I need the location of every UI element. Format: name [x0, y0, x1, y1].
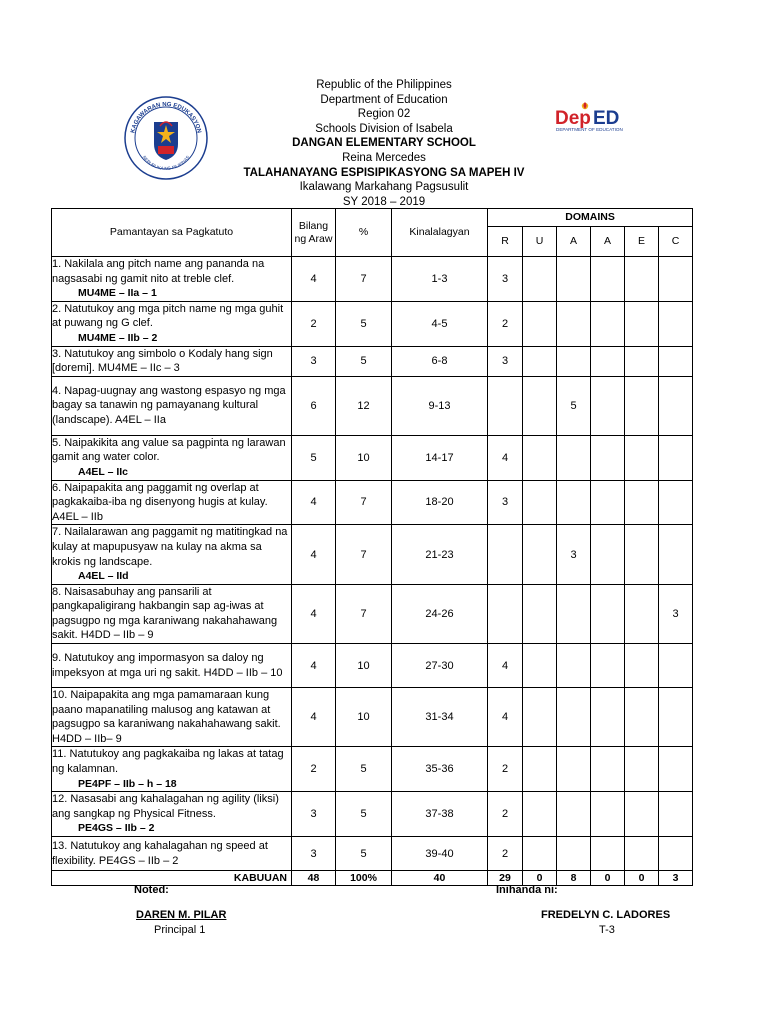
percent-cell: 10 [336, 435, 392, 480]
placement-cell: 21-23 [392, 525, 488, 584]
domain-cell [591, 480, 625, 525]
deped-wordmark-logo [552, 100, 644, 134]
competency-cell [52, 257, 292, 302]
table-row [52, 837, 693, 871]
table-row [52, 792, 693, 837]
domain-cell [591, 688, 625, 747]
competency-text: 13. Natutukoy ang kahalagahan ng speed at flexibility. PE4GS – IIb – 2 [52, 839, 268, 867]
competency-cell [52, 376, 292, 435]
document-title: TALAHANAYANG ESPISIPIKASYONG SA MAPEH IV [243, 166, 525, 179]
percent-cell: 5 [336, 346, 392, 376]
prepared-label: Inihanda ni: [496, 884, 558, 896]
seal-ring-text: KAGAWARAN NG EDUKASYON [130, 101, 202, 134]
competency-cell [52, 525, 292, 584]
domain-cell [659, 644, 693, 688]
domain-cell [523, 644, 557, 688]
domain-cell [591, 525, 625, 584]
domain-cell [523, 525, 557, 584]
percent-cell: 10 [336, 644, 392, 688]
domain-cell [625, 376, 659, 435]
days-cell: 3 [292, 346, 336, 376]
competency-text: 5. Naipakikita ang value sa pagpinta ng larawan gamit ang water color. [52, 436, 286, 464]
placement-cell: 24-26 [392, 584, 488, 643]
domain-cell [523, 747, 557, 792]
days-cell: 4 [292, 688, 336, 747]
total-domain-cell: 0 [523, 871, 557, 886]
principal-title: Principal 1 [154, 924, 206, 936]
domain-cell [659, 747, 693, 792]
total-domain-cell: 0 [591, 871, 625, 886]
teacher-title: T-3 [599, 924, 615, 936]
table-row [52, 376, 693, 435]
header-department: Department of Education [320, 93, 448, 106]
total-percent: 100% [336, 871, 392, 886]
total-domain-cell: 3 [659, 871, 693, 886]
domain-cell [659, 837, 693, 871]
header-days: Bilang ng Araw [292, 209, 336, 257]
competency-text: 9. Natutukoy ang impormasyon sa daloy ng impeksyon at mga uri ng sakit. H4DD – IIb – 10 [52, 651, 283, 679]
table-row [52, 644, 693, 688]
svg-text:ED: ED [593, 108, 620, 129]
competency-text: 12. Nasasabi ang kahalagahan ng agility (liksi) ang sangkap ng Physical Fitness. [52, 793, 279, 820]
percent-cell: 12 [336, 376, 392, 435]
percent-cell: 7 [336, 257, 392, 302]
competency-code: A4EL – IIc [78, 465, 128, 478]
days-cell: 4 [292, 644, 336, 688]
placement-cell: 27-30 [392, 644, 488, 688]
header-placement: Kinalalagyan [392, 209, 488, 257]
placement-cell: 37-38 [392, 792, 488, 837]
principal-name: DAREN M. PILAR [136, 909, 227, 921]
domain-cell [625, 525, 659, 584]
competency-text: 8. Naisasabuhay ang pansarili at pangkapaligirang hakbangin sap ag-iwas at pagsugpo ng mga karaniwang nakahahawang sakit. H4DD – IIb – 9 [52, 585, 278, 642]
domain-cell [523, 301, 557, 346]
placement-cell: 39-40 [392, 837, 488, 871]
percent-cell: 7 [336, 584, 392, 643]
placement-cell: 1-3 [392, 257, 488, 302]
domain-cell [591, 257, 625, 302]
competency-code: PE4GS – IIb – 2 [78, 822, 155, 835]
percent-cell: 5 [336, 301, 392, 346]
competency-cell [52, 346, 292, 376]
domain-cell: 5 [557, 376, 591, 435]
domain-cell [557, 747, 591, 792]
competency-text: 10. Naipapakita ang mga pamamaraan kung paano mapanatiling malusog ang katawan at pagsugpo sa karaniwang nakahahawang sakit. H4DD – IIb– 9 [52, 689, 281, 745]
domain-cell: 2 [488, 792, 523, 837]
header-domains: DOMAINS [488, 209, 693, 227]
school-year: SY 2018 – 2019 [342, 195, 426, 208]
days-cell: 4 [292, 584, 336, 643]
placement-cell: 31-34 [392, 688, 488, 747]
header-division: Schools Division of Isabela [315, 122, 453, 135]
total-days: 48 [292, 871, 336, 886]
domain-cell [591, 584, 625, 643]
percent-cell: 7 [336, 525, 392, 584]
domain-cell [523, 435, 557, 480]
total-domain-cell: 29 [488, 871, 523, 886]
domain-cell [591, 644, 625, 688]
competency-cell [52, 480, 292, 525]
competency-cell [52, 644, 292, 688]
placement-cell: 9-13 [392, 376, 488, 435]
table-row [52, 584, 693, 643]
domain-cell: 3 [488, 257, 523, 302]
domain-cell [659, 301, 693, 346]
domain-cell: 3 [659, 584, 693, 643]
competency-cell [52, 792, 292, 837]
domain-cell [659, 257, 693, 302]
seal-bottom-text: REPUBLIKA NG PILIPINAS [141, 154, 191, 172]
domain-cell [591, 837, 625, 871]
domain-cell: 4 [488, 688, 523, 747]
domain-cell [659, 480, 693, 525]
days-cell: 3 [292, 837, 336, 871]
days-cell: 3 [292, 792, 336, 837]
competency-text: 6. Naipapakita ang paggamit ng overlap at pagkakaiba-iba ng disenyong hugis at kulay. A4EL – IIb [52, 481, 268, 523]
domain-cell [591, 346, 625, 376]
placement-cell: 4-5 [392, 301, 488, 346]
percent-cell: 10 [336, 688, 392, 747]
domain-cell [523, 584, 557, 643]
percent-cell: 7 [336, 480, 392, 525]
domain-cell [523, 346, 557, 376]
domain-cell [591, 376, 625, 435]
document-subtitle: Ikalawang Markahang Pagsusulit [299, 181, 469, 194]
domain-cell: 3 [488, 346, 523, 376]
table-row [52, 525, 693, 584]
competency-cell [52, 435, 292, 480]
competency-cell [52, 584, 292, 643]
domain-cell [659, 688, 693, 747]
placement-cell: 35-36 [392, 747, 488, 792]
domain-cell: 3 [557, 525, 591, 584]
table-row [52, 257, 693, 302]
table-row [52, 346, 693, 376]
domain-cell [557, 584, 591, 643]
domain-cell [625, 644, 659, 688]
domain-cell [488, 584, 523, 643]
domain-cell [557, 644, 591, 688]
domain-cell [523, 480, 557, 525]
header-domain-r: R [488, 227, 523, 257]
domain-cell [659, 346, 693, 376]
domain-cell [557, 346, 591, 376]
domain-cell: 4 [488, 644, 523, 688]
days-cell: 4 [292, 257, 336, 302]
domain-cell [488, 525, 523, 584]
competency-text: 4. Napag-uugnay ang wastong espasyo ng mga bagay sa tanawin ng pamayanang kultural (landscape). A4EL – IIa [52, 384, 286, 427]
domain-cell [659, 435, 693, 480]
competency-cell [52, 301, 292, 346]
domain-cell [523, 688, 557, 747]
domain-cell [557, 301, 591, 346]
domain-cell: 2 [488, 301, 523, 346]
domain-cell [625, 435, 659, 480]
total-label: KABUUAN [52, 871, 292, 886]
domain-cell [659, 525, 693, 584]
domain-cell [523, 257, 557, 302]
competency-code: MU4ME – IIb – 2 [78, 331, 158, 344]
table-body [52, 257, 693, 886]
domain-cell [523, 792, 557, 837]
header-republic: Republic of the Philippines [316, 79, 452, 91]
domain-cell [625, 480, 659, 525]
total-domain-cell: 0 [625, 871, 659, 886]
header-percent: % [336, 209, 392, 257]
table-row [52, 480, 693, 525]
domain-cell [625, 837, 659, 871]
days-cell: 2 [292, 747, 336, 792]
total-placement: 40 [392, 871, 488, 886]
header-competency: Pamantayan sa Pagkatuto [52, 209, 292, 257]
deped-seal-logo [124, 96, 208, 180]
domain-cell [557, 837, 591, 871]
placement-cell: 14-17 [392, 435, 488, 480]
domain-cell: 2 [488, 837, 523, 871]
domain-cell [591, 792, 625, 837]
competency-cell [52, 688, 292, 747]
table-row [52, 435, 693, 480]
table-row [52, 301, 693, 346]
domain-cell [625, 257, 659, 302]
specification-table [51, 208, 693, 886]
competency-cell [52, 837, 292, 871]
domain-cell [523, 837, 557, 871]
domain-cell [488, 376, 523, 435]
teacher-name: FREDELYN C. LADORES [541, 909, 671, 921]
competency-cell [52, 747, 292, 792]
domain-cell [625, 584, 659, 643]
deped-sub-text: DEPARTMENT OF EDUCATION [556, 127, 623, 132]
days-cell: 4 [292, 480, 336, 525]
domain-cell: 2 [488, 747, 523, 792]
competency-text: 11. Natutukoy ang pagkakaiba ng lakas at tatag ng kalamnan. [52, 748, 284, 776]
competency-text: 3. Natutukoy ang simbolo o Kodaly hang sign [doremi]. MU4ME – IIc – 3 [52, 347, 273, 375]
domain-cell [625, 301, 659, 346]
days-cell: 2 [292, 301, 336, 346]
domain-cell [523, 376, 557, 435]
competency-code: MU4ME – IIa – 1 [78, 287, 157, 300]
domain-cell [591, 747, 625, 792]
domain-cell [591, 301, 625, 346]
header-domain-e: E [625, 227, 659, 257]
header-region: Region 02 [357, 108, 411, 121]
domain-cell [591, 435, 625, 480]
header-domain-c: C [659, 227, 693, 257]
svg-text:Dep: Dep [555, 108, 591, 129]
days-cell: 4 [292, 525, 336, 584]
competency-text: 1. Nakilala ang pitch name ang pananda na nagsasabi ng gamit nito at treble clef. [52, 258, 265, 285]
domain-cell [625, 688, 659, 747]
competency-code: PE4PF – IIb – h – 18 [78, 777, 177, 790]
table-row [52, 747, 693, 792]
header-domain-u: U [523, 227, 557, 257]
domain-cell [557, 435, 591, 480]
placement-cell: 18-20 [392, 480, 488, 525]
domain-cell: 3 [488, 480, 523, 525]
domain-cell [557, 792, 591, 837]
percent-cell: 5 [336, 747, 392, 792]
percent-cell: 5 [336, 837, 392, 871]
competency-text: 2. Natutukoy ang mga pitch name ng mga guhit at puwang ng G clef. [52, 302, 284, 330]
domain-cell [625, 747, 659, 792]
header-domain-a2: A [591, 227, 625, 257]
document-header [0, 78, 768, 209]
domain-cell [659, 376, 693, 435]
header-school: DANGAN ELEMENTARY SCHOOL [292, 137, 476, 150]
total-domain-cell: 8 [557, 871, 591, 886]
domain-cell: 4 [488, 435, 523, 480]
competency-text: 7. Nailalarawan ang paggamit ng matitingkad na kulay at mapupusyaw na kulay na akma sa krokis ng landscape. [52, 526, 288, 568]
competency-code: A4EL – IId [78, 570, 129, 583]
header-domain-a1: A [557, 227, 591, 257]
table-row [52, 688, 693, 747]
placement-cell: 6-8 [392, 346, 488, 376]
header-town: Reina Mercedes [342, 151, 426, 164]
days-cell: 5 [292, 435, 336, 480]
noted-label: Noted: [134, 884, 169, 896]
domain-cell [625, 346, 659, 376]
days-cell: 6 [292, 376, 336, 435]
domain-cell [557, 688, 591, 747]
domain-cell [625, 792, 659, 837]
domain-cell [557, 480, 591, 525]
domain-cell [557, 257, 591, 302]
domain-cell [659, 792, 693, 837]
percent-cell: 5 [336, 792, 392, 837]
